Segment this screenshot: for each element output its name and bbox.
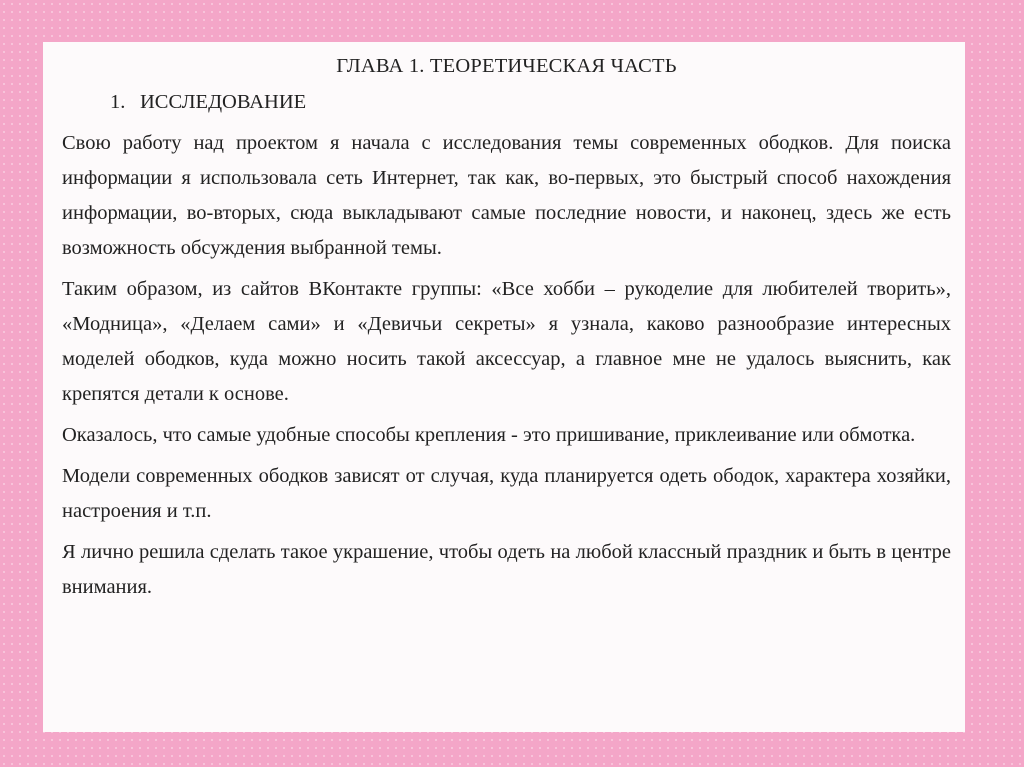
- document-page: [43, 42, 965, 732]
- paragraph-models: Модели современных ободков зависят от случая, куда планируется одеть ободок, характера хозяйки, настроения и т.п.: [62, 465, 951, 522]
- section-heading: [62, 90, 951, 114]
- paragraph-attachment-methods: Оказалось, что самые удобные способы крепления - это пришивание, приклеивание или обмотка.: [62, 424, 916, 446]
- section-title: ИССЛЕДОВАНИЕ: [140, 91, 307, 113]
- paragraph-research-intro: Свою работу над проектом я начала с исследования темы современных ободков. Для поиска информации я использовала сеть Интернет, так как, во-первых, это быстрый способ нахождения информации, во-вторых, сюда выкладывают самые последние новости, и наконец, здесь же есть возможность обсуждения выбранной темы.: [62, 132, 951, 259]
- paragraph-decision: Я лично решила сделать такое украшение, чтобы одеть на любой классный праздник и быть в центре внимания.: [62, 541, 951, 598]
- paragraph-vk-groups: Таким образом, из сайтов ВКонтакте группы: «Все хобби – рукоделие для любителей творить», «Модница», «Делаем сами» и «Девичьи секреты» я узнала, каково разнообразие интересных моделей ободков, куда можно носить такой аксессуар, а главное мне не удалось выяснить, как крепятся детали к основе.: [62, 278, 951, 405]
- chapter-title: ГЛАВА 1. ТЕОРЕТИЧЕСКАЯ ЧАСТЬ: [336, 55, 677, 77]
- section-number: 1.: [110, 91, 126, 113]
